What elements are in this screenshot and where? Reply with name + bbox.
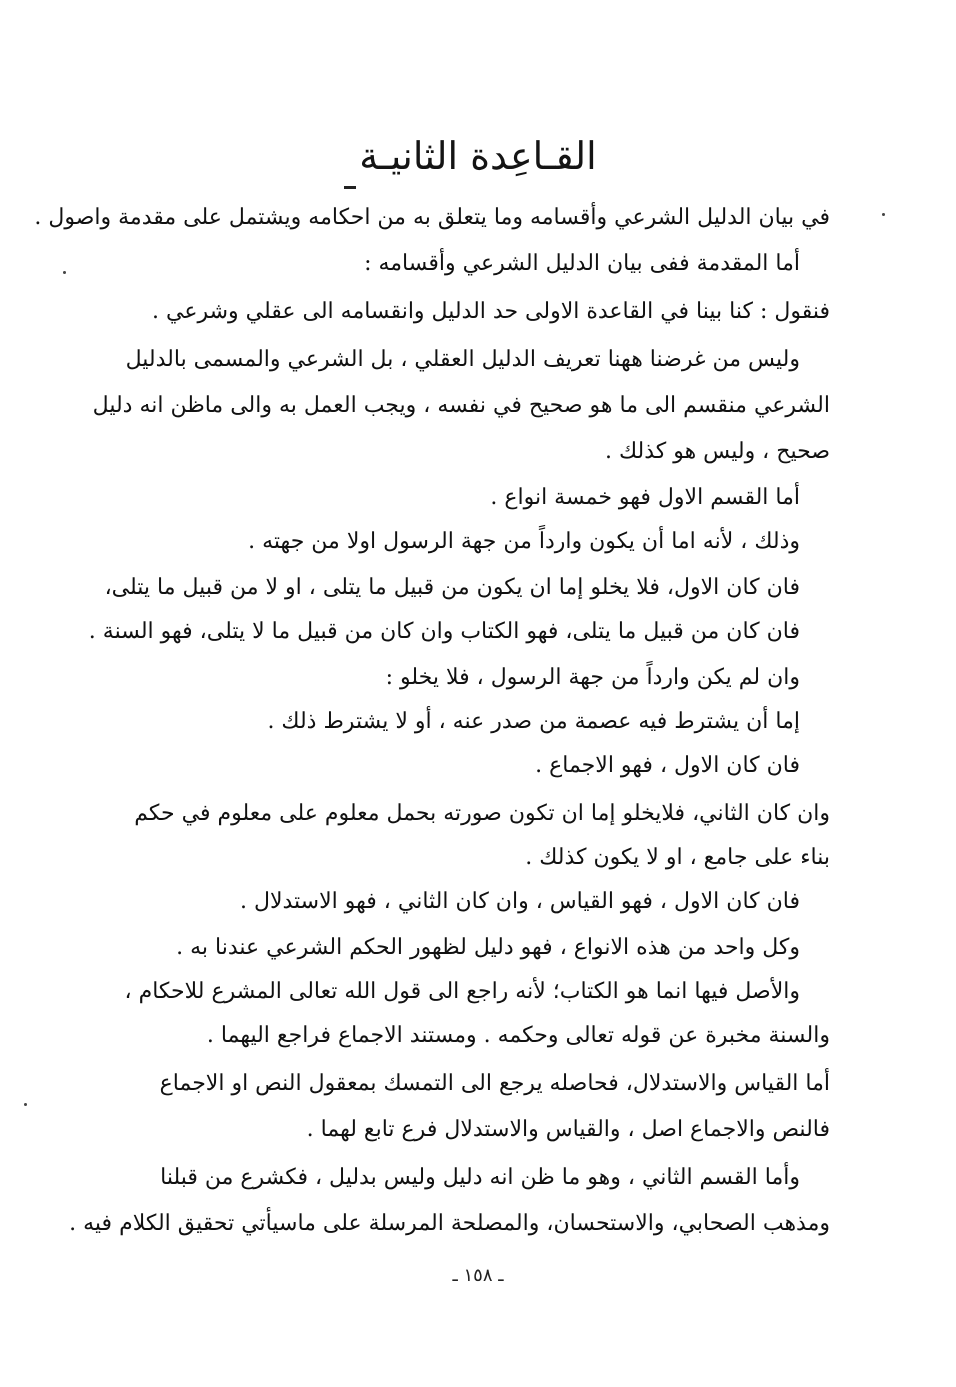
text-line: وذلك ، لأنه اما أن يكون وارداً من جهة الرسول اولا من جهته .	[248, 529, 800, 554]
text-line: الشرعي منقسم الى ما هو صحيح في نفسه ، ويجب العمل به والى ماظن انه دليل	[92, 393, 830, 418]
text-line: وكل واحد من هذه الانواع ، فهو دليل لظهور الحكم الشرعي عندنا به .	[176, 935, 800, 960]
text-line: فالنص والاجماع اصل ، والقياس والاستدلال فرع تابع لهما .	[306, 1117, 830, 1142]
text-line: أما المقدمة ففى بيان الدليل الشرعي وأقسامه :	[364, 251, 800, 276]
text-line: بناء على جامع ، او لا يكون كذلك .	[525, 845, 830, 870]
page-number: ـ ١٥٨ ـ	[452, 1265, 504, 1286]
text-line: أما القياس والاستدلال، فحاصله يرجع الى التمسك بمعقول النص او الاجماع	[159, 1071, 830, 1096]
text-line: وان كان الثاني، فلايخلو إما ان تكون صورته بحمل معلوم على معلوم في حكم	[134, 801, 830, 826]
scan-speck	[882, 213, 885, 216]
text-line: وان لم يكن وارداً من جهة الرسول ، فلا يخلو :	[385, 665, 800, 690]
text-line: وليس من غرضنا ههنا تعريف الدليل العقلي ، بل الشرعي والمسمى بالدليل	[125, 347, 800, 372]
text-line: صحيح ، وليس هو كذلك .	[604, 439, 830, 464]
scan-speck	[63, 271, 66, 274]
text-line: إما أن يشترط فيه عصمة من صدر عنه ، أو لا يشترط ذلك .	[267, 709, 800, 734]
section-title: القـاعِدة الثانيـة	[359, 134, 597, 178]
text-line: فان كان الاول ، فهو الاجماع .	[535, 753, 800, 778]
text-line: فان كان الاول، فلا يخلو إما ان يكون من قبيل ما يتلى ، او لا من قبيل ما يتلى،	[104, 575, 800, 600]
text-line: وأما القسم الثاني ، وهو ما ظن انه دليل وليس بدليل ، فكشرع من قبلنا	[160, 1165, 800, 1190]
text-line: فان كان الاول ، فهو القياس ، وان كان الثاني ، فهو الاستدلال .	[239, 889, 800, 914]
text-line: فان كان من قبيل ما يتلى، فهو الكتاب وان كان من قبيل ما لا يتلى، فهو السنة .	[88, 619, 800, 644]
text-line: والسنة مخبرة عن قوله تعالى وحكمه . ومستند الاجماع فراجع اليهما .	[206, 1023, 830, 1048]
text-line: والأصل فيها انما هو الكتاب؛ لأنه راجع الى قول الله تعالى المشرع للاحكام ،	[124, 979, 800, 1004]
text-line: أما القسم الاول فهو خمسة انواع .	[490, 485, 800, 510]
text-line: في بيان الدليل الشرعي وأقسامه وما يتعلق به من احكامه ويشتمل على مقدمة واصول .	[34, 205, 830, 230]
text-line: ومذهب الصحابي، والاستحسان، والمصلحة المرسلة على ماسيأتي تحقيق الكلام فيه .	[69, 1211, 830, 1236]
text-line: فنقول : كنا بينا في القاعدة الاولى حد الدليل وانقسامه الى عقلي وشرعي .	[152, 299, 830, 324]
title-underline-mark	[344, 186, 356, 189]
scan-speck	[24, 1103, 27, 1106]
